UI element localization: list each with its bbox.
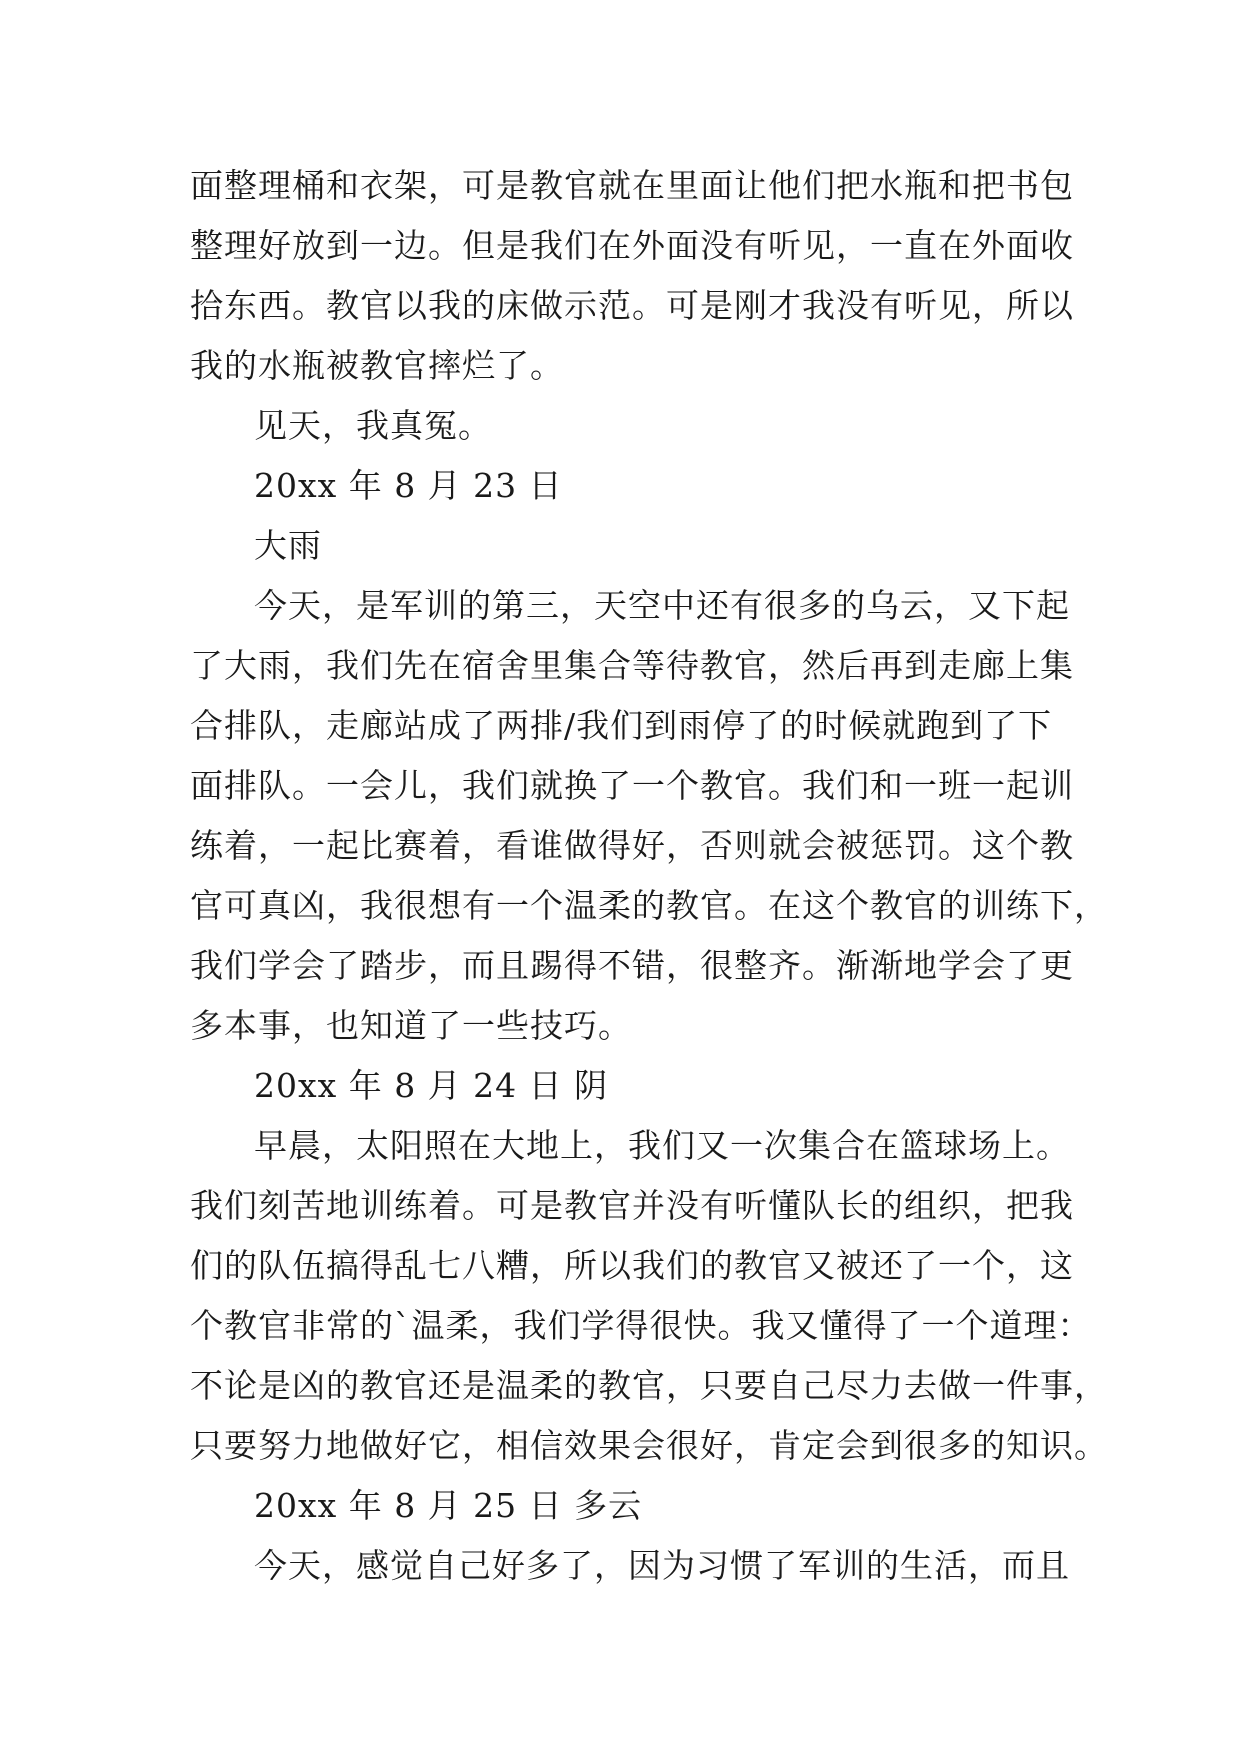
text-line: 20xx 年 8 月 25 日 多云: [254, 1486, 643, 1525]
document-body: [190, 156, 1108, 1596]
text-line: 个教官非常的`温柔，我们学得很快。我又懂得了一个道理：: [190, 1306, 1092, 1345]
text-line: 20xx 年 8 月 23 日: [254, 466, 563, 505]
text-line: 大雨: [254, 526, 322, 565]
text-line: 见天，我真冤。: [254, 406, 492, 445]
text-line: 官可真凶，我很想有一个温柔的教官。在这个教官的训练下，: [190, 886, 1108, 925]
text-line: 练着，一起比赛着，看谁做得好，否则就会被惩罚。这个教: [190, 826, 1074, 865]
text-line: 早晨，太阳照在大地上，我们又一次集合在篮球场上。: [254, 1126, 1070, 1165]
text-line: 合排队，走廊站成了两排/我们到雨停了的时候就跑到了下: [190, 706, 1053, 745]
text-line: 面整理桶和衣架，可是教官就在里面让他们把水瓶和把书包: [190, 166, 1074, 205]
text-line: 我们学会了踏步，而且踢得不错，很整齐。渐渐地学会了更: [190, 946, 1074, 985]
text-line: 我的水瓶被教官摔烂了。: [190, 346, 564, 385]
text-line: 整理好放到一边。但是我们在外面没有听见，一直在外面收: [190, 226, 1074, 265]
text-line: 我们刻苦地训练着。可是教官并没有听懂队长的组织，把我: [190, 1186, 1074, 1225]
text-line: 只要努力地做好它，相信效果会很好，肯定会到很多的知识。: [190, 1426, 1108, 1465]
text-line: 今天，感觉自己好多了，因为习惯了军训的生活，而且: [254, 1546, 1070, 1585]
text-line: 拾东西。教官以我的床做示范。可是刚才我没有听见，所以: [190, 286, 1074, 325]
text-line: 20xx 年 8 月 24 日 阴: [254, 1066, 609, 1105]
text-line: 不论是凶的教官还是温柔的教官，只要自己尽力去做一件事，: [190, 1366, 1108, 1405]
text-line: 们的队伍搞得乱七八糟，所以我们的教官又被还了一个，这: [190, 1246, 1074, 1285]
text-line: 今天，是军训的第三，天空中还有很多的乌云，又下起: [254, 586, 1070, 625]
text-line: 多本事，也知道了一些技巧。: [190, 1006, 632, 1045]
text-line: 了大雨，我们先在宿舍里集合等待教官，然后再到走廊上集: [190, 646, 1074, 685]
text-line: 面排队。一会儿，我们就换了一个教官。我们和一班一起训: [190, 766, 1074, 805]
